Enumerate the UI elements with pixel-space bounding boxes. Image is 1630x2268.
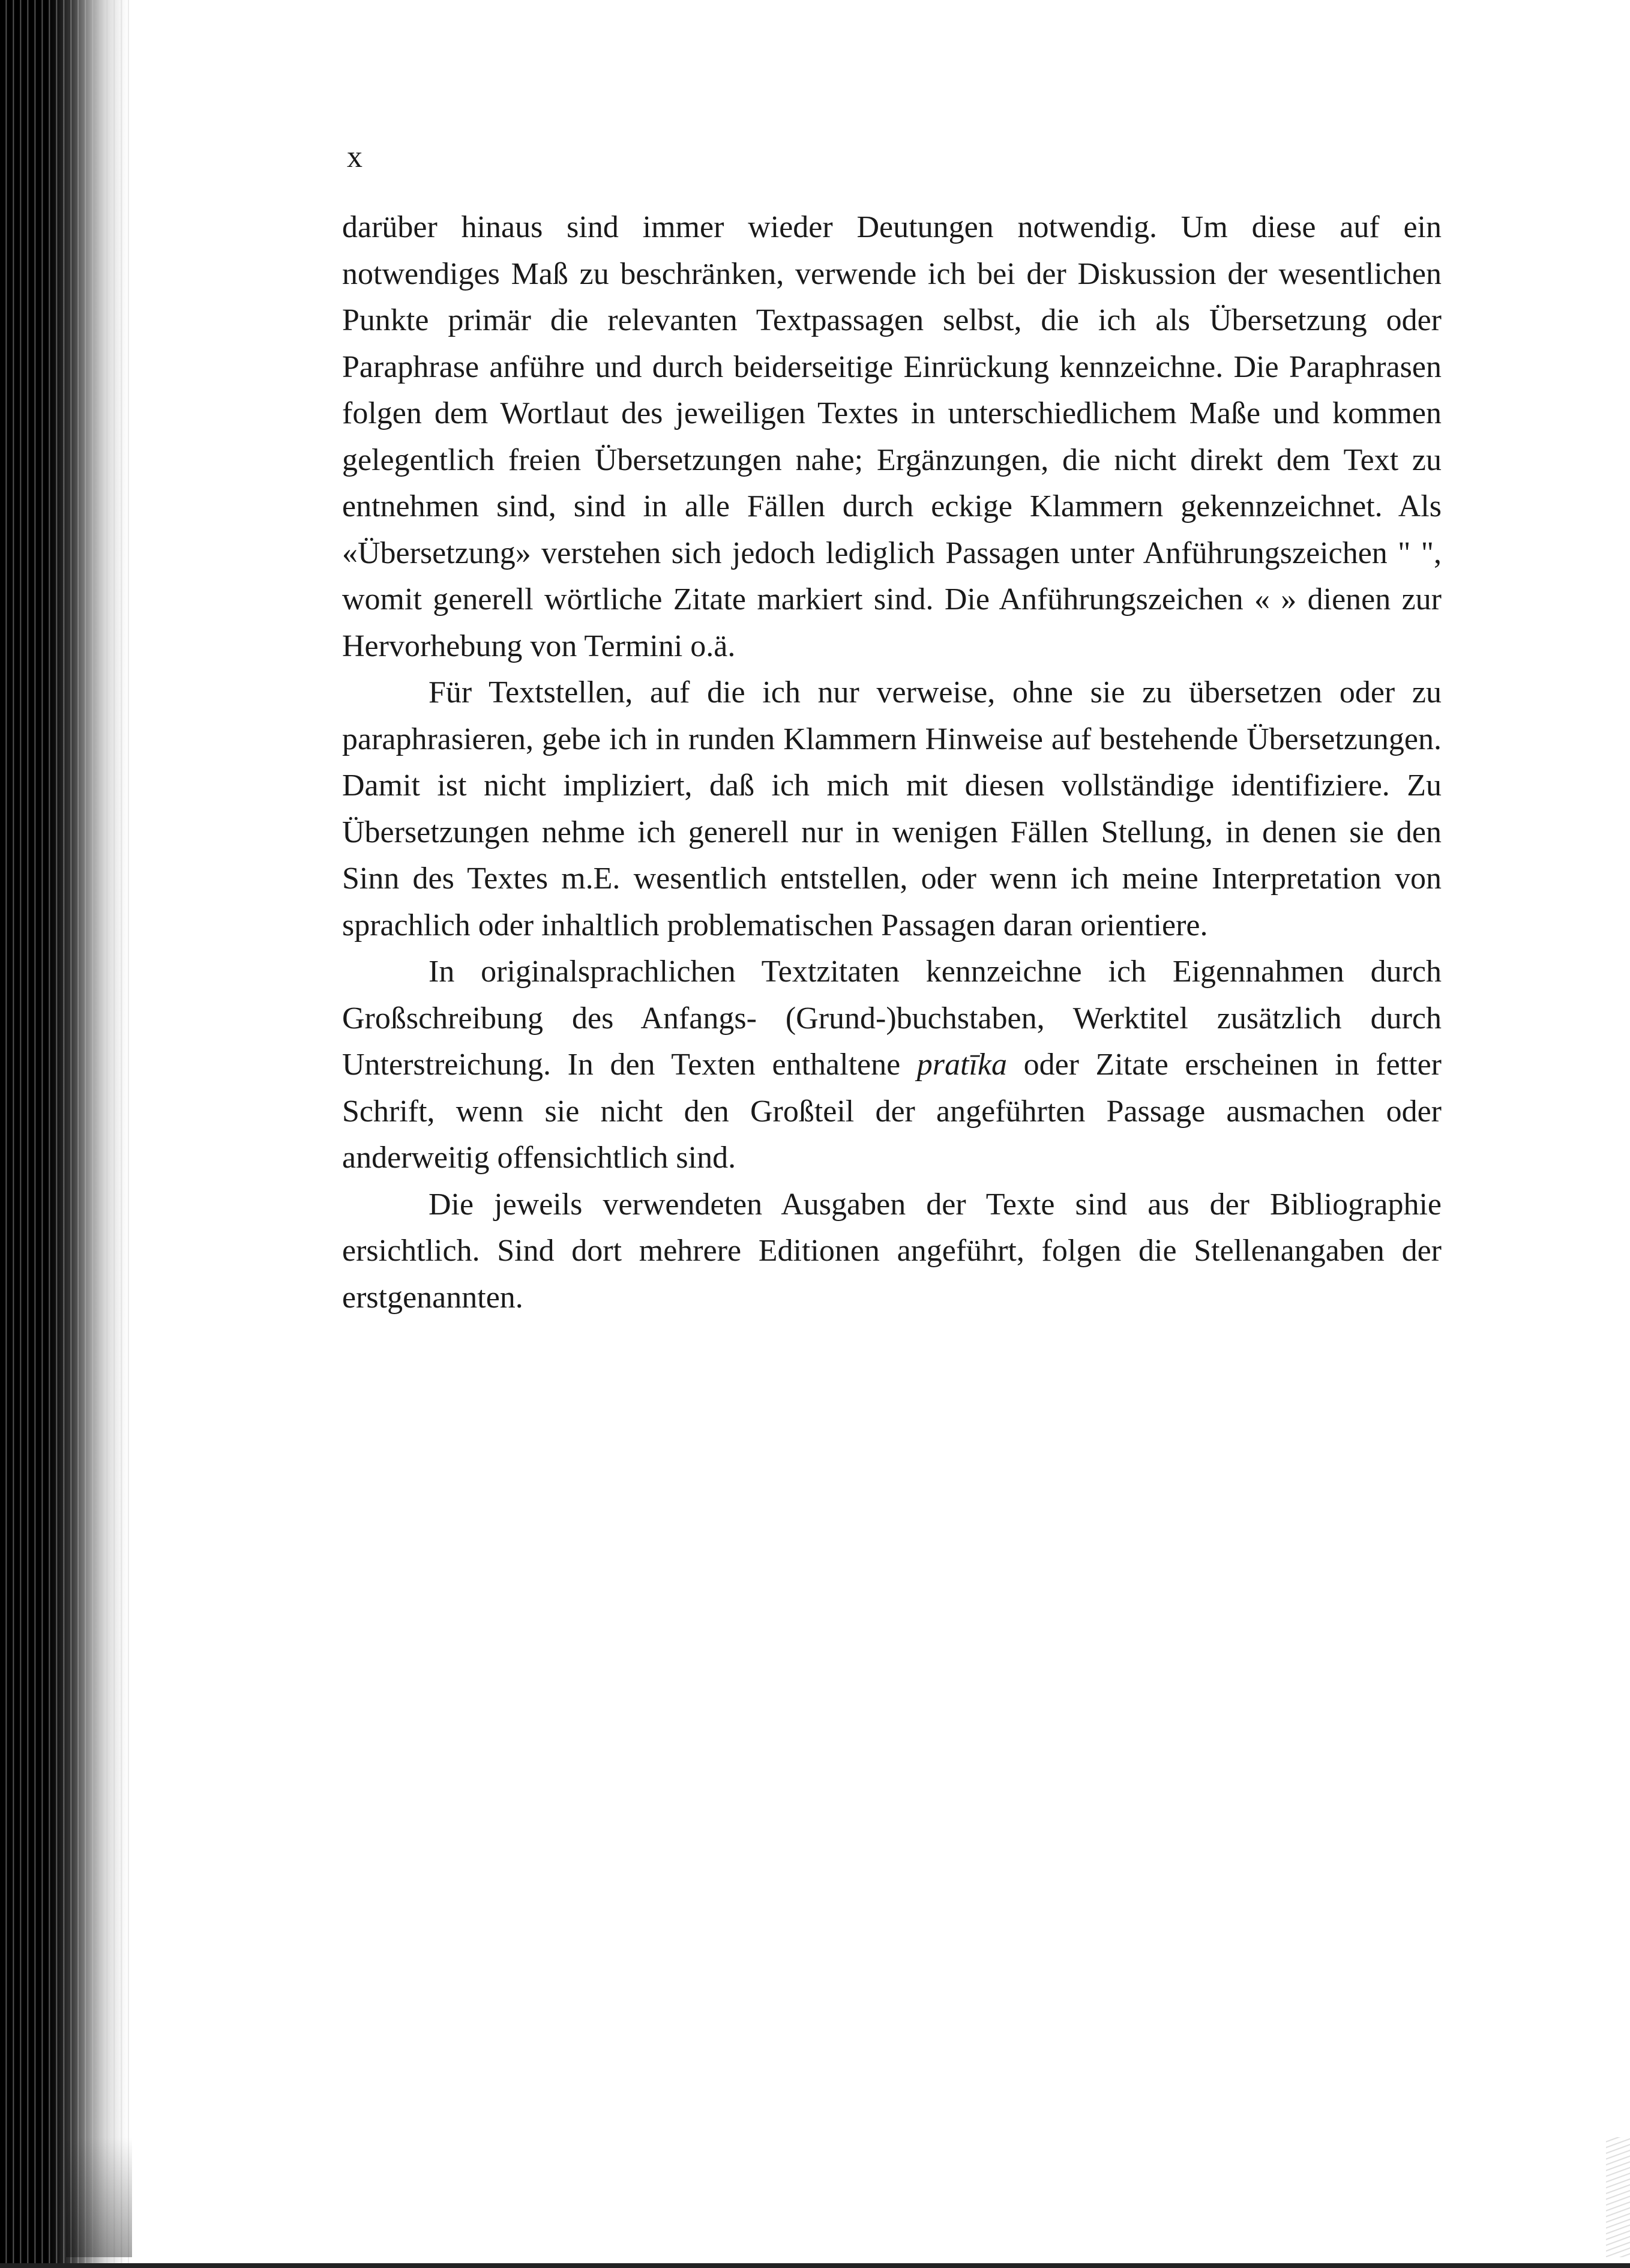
paragraph-3: [342, 949, 1442, 1181]
paragraph-1: darüber hinaus sind immer wieder Deutungen notwendig. Um diese auf ein notwendiges Maß zu beschränken, verwende ich bei der Diskussion der wesentlichen Punkte primär die relevanten Textpassagen selbst, die ich als Übersetzung oder Paraphrase anführe und durch beiderseitige Einrückung kennzeichne. Die Paraphrasen folgen dem Wortlaut des jeweiligen Textes in unterschiedlichem Maße und kommen gelegentlich freien Übersetzungen nahe; Ergänzungen, die nicht direkt dem Text zu entnehmen sind, sind in alle Fällen durch eckige Klammern gekennzeichnet. Als «Übersetzung» verstehen sich jedoch lediglich Passagen unter Anführungszeichen " ", womit generell wörtliche Zitate markiert sind. Die Anführungszeichen « » dienen zur Hervorhebung von Termini o.ä.: [342, 210, 1442, 663]
paragraph-2: Für Textstellen, auf die ich nur verweise, ohne sie zu übersetzen oder zu paraphrasieren, gebe ich in runden Klammern Hinweise auf bestehende Übersetzungen. Damit ist nicht impliziert, daß ich mich mit diesen vollständige identifiziere. Zu Übersetzungen nehme ich generell nur in wenigen Fällen Stellung, in denen sie den Sinn des Textes m.E. wesentlich entstellen, oder wenn ich meine Interpretation von sprachlich oder inhaltlich problematischen Passagen daran orientiere.: [342, 675, 1442, 942]
paragraph-4: Die jeweils verwendeten Ausgaben der Texte sind aus der Bibliographie ersichtlich. Sind dort mehrere Editionen angeführt, folgen die Stellenangaben der erstgenannten.: [342, 1187, 1442, 1315]
paragraph-3-part-1: In originalsprachlichen Textzitaten kennzeichne ich Eigennahmen durch Großschreibung des Anfangs- (Grund-)buchstaben, Werktitel zusätzlich durch Unterstreichung. In den Texten enthaltene: [342, 955, 1442, 1082]
page-number: x: [347, 140, 362, 174]
scan-edge-noise: [1606, 2137, 1630, 2257]
body-text: [342, 204, 1442, 1321]
binding-shadow-bottom: [66, 2137, 132, 2257]
book-binding-shadow: [0, 0, 129, 2268]
scan-bottom-edge: [0, 2263, 1630, 2268]
paragraph-3-part-2: oder Zitate erscheinen in fetter Schrift, wenn sie nicht den Großteil der angeführten Passage ausmachen oder anderweitig offensichtlich sind.: [342, 1048, 1442, 1175]
pratika-term: pratīka: [916, 1048, 1007, 1082]
